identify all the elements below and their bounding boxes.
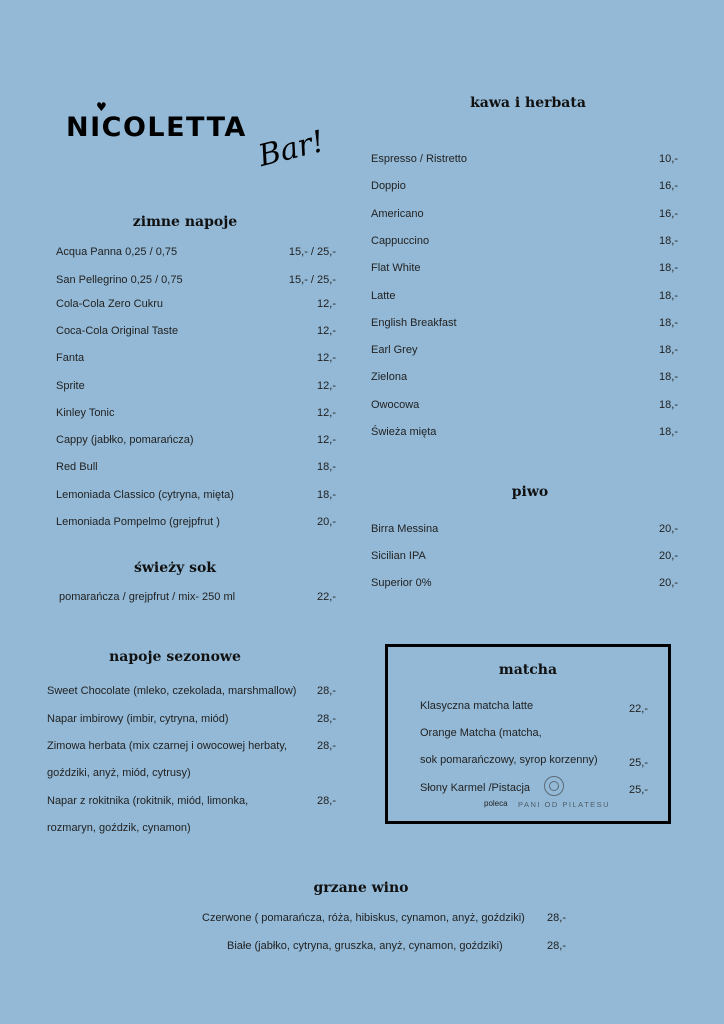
badge-brand: PANI OD PILATESU xyxy=(518,800,611,809)
menu-item-name: Americano xyxy=(371,208,424,220)
menu-item-price: 18,- xyxy=(659,399,678,411)
menu-item-name: Świeża mięta xyxy=(371,426,437,438)
menu-item-price: 20,- xyxy=(659,550,678,562)
menu-item-name: Fanta xyxy=(56,352,85,364)
menu-item-name: Białe (jabłko, cytryna, gruszka, anyż, cynamon, goździki) xyxy=(227,940,503,952)
badge-poleca: poleca xyxy=(484,799,508,808)
brand-script: Bar! xyxy=(255,123,328,174)
menu-item-name-continued: rozmaryn, goździk, cynamon) xyxy=(47,822,191,834)
menu-item-price: 15,- / 25,- xyxy=(288,274,336,286)
menu-item-price: 18,- xyxy=(659,317,678,329)
menu-item-name: Coca-Cola Original Taste xyxy=(56,325,179,337)
menu-item-price: 28,- xyxy=(547,912,566,924)
menu-item-price: 18,- xyxy=(659,344,678,356)
menu-item-name: Earl Grey xyxy=(371,344,418,356)
section-title-matcha: matcha xyxy=(498,662,558,678)
brand-logo: NICOLETTA xyxy=(66,112,247,143)
menu-item-name-continued: goździki, anyż, miód, cytrusy) xyxy=(47,767,191,779)
menu-item-price: 25,- xyxy=(629,784,648,796)
menu-item-name: Orange Matcha (matcha, xyxy=(420,727,542,739)
menu-item-price: 12,- xyxy=(317,325,336,337)
menu-item-name: Espresso / Ristretto xyxy=(371,153,467,165)
menu-item-name: Klasyczna matcha latte xyxy=(420,700,534,712)
menu-item-price: 12,- xyxy=(317,352,336,364)
section-title-sezonowe: napoje sezonowe xyxy=(109,649,241,665)
menu-item-name: Flat White xyxy=(371,262,421,274)
menu-item-name: Sicilian IPA xyxy=(371,550,426,562)
menu-item-price: 16,- xyxy=(659,208,678,220)
menu-item-price: 18,- xyxy=(317,461,336,473)
menu-item-name: Lemoniada Classico (cytryna, mięta) xyxy=(56,489,234,501)
menu-item-price: 18,- xyxy=(317,489,336,501)
menu-item-price: 18,- xyxy=(659,290,678,302)
menu-item-name: Superior 0% xyxy=(371,577,432,589)
menu-item-price: 28,- xyxy=(317,713,336,725)
menu-item-name: Acqua Panna 0,25 / 0,75 xyxy=(56,246,178,258)
menu-item-price: 28,- xyxy=(317,740,336,752)
menu-item-name: Latte xyxy=(371,290,396,302)
menu-item-price: 20,- xyxy=(659,523,678,535)
section-title-kawa: kawa i herbata xyxy=(470,95,586,111)
menu-item-name: Napar imbirowy (imbir, cytryna, miód) xyxy=(47,713,229,725)
menu-item-price: 18,- xyxy=(659,371,678,383)
menu-item-price: 22,- xyxy=(629,703,648,715)
menu-item-name: pomarańcza / grejpfrut / mix- 250 ml xyxy=(59,591,236,603)
menu-item-name: Birra Messina xyxy=(371,523,439,535)
pilates-logo-inner xyxy=(549,781,559,791)
menu-item-name: Czerwone ( pomarańcza, róża, hibiskus, cynamon, anyż, goździki) xyxy=(202,912,525,924)
menu-item-name: Cappy (jabłko, pomarańcza) xyxy=(56,434,194,446)
menu-item-name: Owocowa xyxy=(371,399,420,411)
section-title-zimne: zimne napoje xyxy=(132,214,238,230)
menu-item-price: 12,- xyxy=(317,434,336,446)
menu-item-name: Słony Karmel /Pistacja xyxy=(420,782,531,794)
menu-item-price: 12,- xyxy=(317,407,336,419)
menu-item-price: 16,- xyxy=(659,180,678,192)
menu-item-price: 18,- xyxy=(659,235,678,247)
menu-item-name: San Pellegrino 0,25 / 0,75 xyxy=(56,274,183,286)
menu-item-name: Sprite xyxy=(56,380,85,392)
section-title-sok: świeży sok xyxy=(133,560,217,576)
menu-item-name: Red Bull xyxy=(56,461,98,473)
menu-item-name: Lemoniada Pompelmo (grejpfrut ) xyxy=(56,516,220,528)
section-title-wino: grzane wino xyxy=(313,880,409,896)
menu-item-name: Zimowa herbata (mix czarnej i owocowej herbaty, xyxy=(47,740,288,752)
menu-item-price: 28,- xyxy=(317,795,336,807)
menu-item-name: Cappuccino xyxy=(371,235,430,247)
menu-item-name: Napar z rokitnika (rokitnik, miód, limonka, xyxy=(47,795,249,807)
menu-item-price: 12,- xyxy=(317,298,336,310)
menu-item-name: Kinley Tonic xyxy=(56,407,115,419)
menu-item-name: Zielona xyxy=(371,371,408,383)
menu-item-price: 28,- xyxy=(317,685,336,697)
menu-item-name: Cola-Cola Zero Cukru xyxy=(56,298,163,310)
menu-item-price: 10,- xyxy=(659,153,678,165)
menu-item-name: Sweet Chocolate (mleko, czekolada, marshmallow) xyxy=(47,685,297,697)
menu-item-price: 20,- xyxy=(659,577,678,589)
menu-item-price: 22,- xyxy=(317,591,336,603)
heart-icon: ♥ xyxy=(96,100,107,114)
menu-item-name: Doppio xyxy=(371,180,406,192)
menu-item-price: 25,- xyxy=(629,757,648,769)
menu-item-name-continued: sok pomarańczowy, syrop korzenny) xyxy=(420,754,598,766)
menu-item-price: 15,- / 25,- xyxy=(288,246,336,258)
menu-item-name: English Breakfast xyxy=(371,317,457,329)
menu-item-price: 12,- xyxy=(317,380,336,392)
section-title-piwo: piwo xyxy=(511,484,549,500)
menu-item-price: 20,- xyxy=(317,516,336,528)
menu-item-price: 18,- xyxy=(659,426,678,438)
menu-item-price: 28,- xyxy=(547,940,566,952)
menu-item-price: 18,- xyxy=(659,262,678,274)
